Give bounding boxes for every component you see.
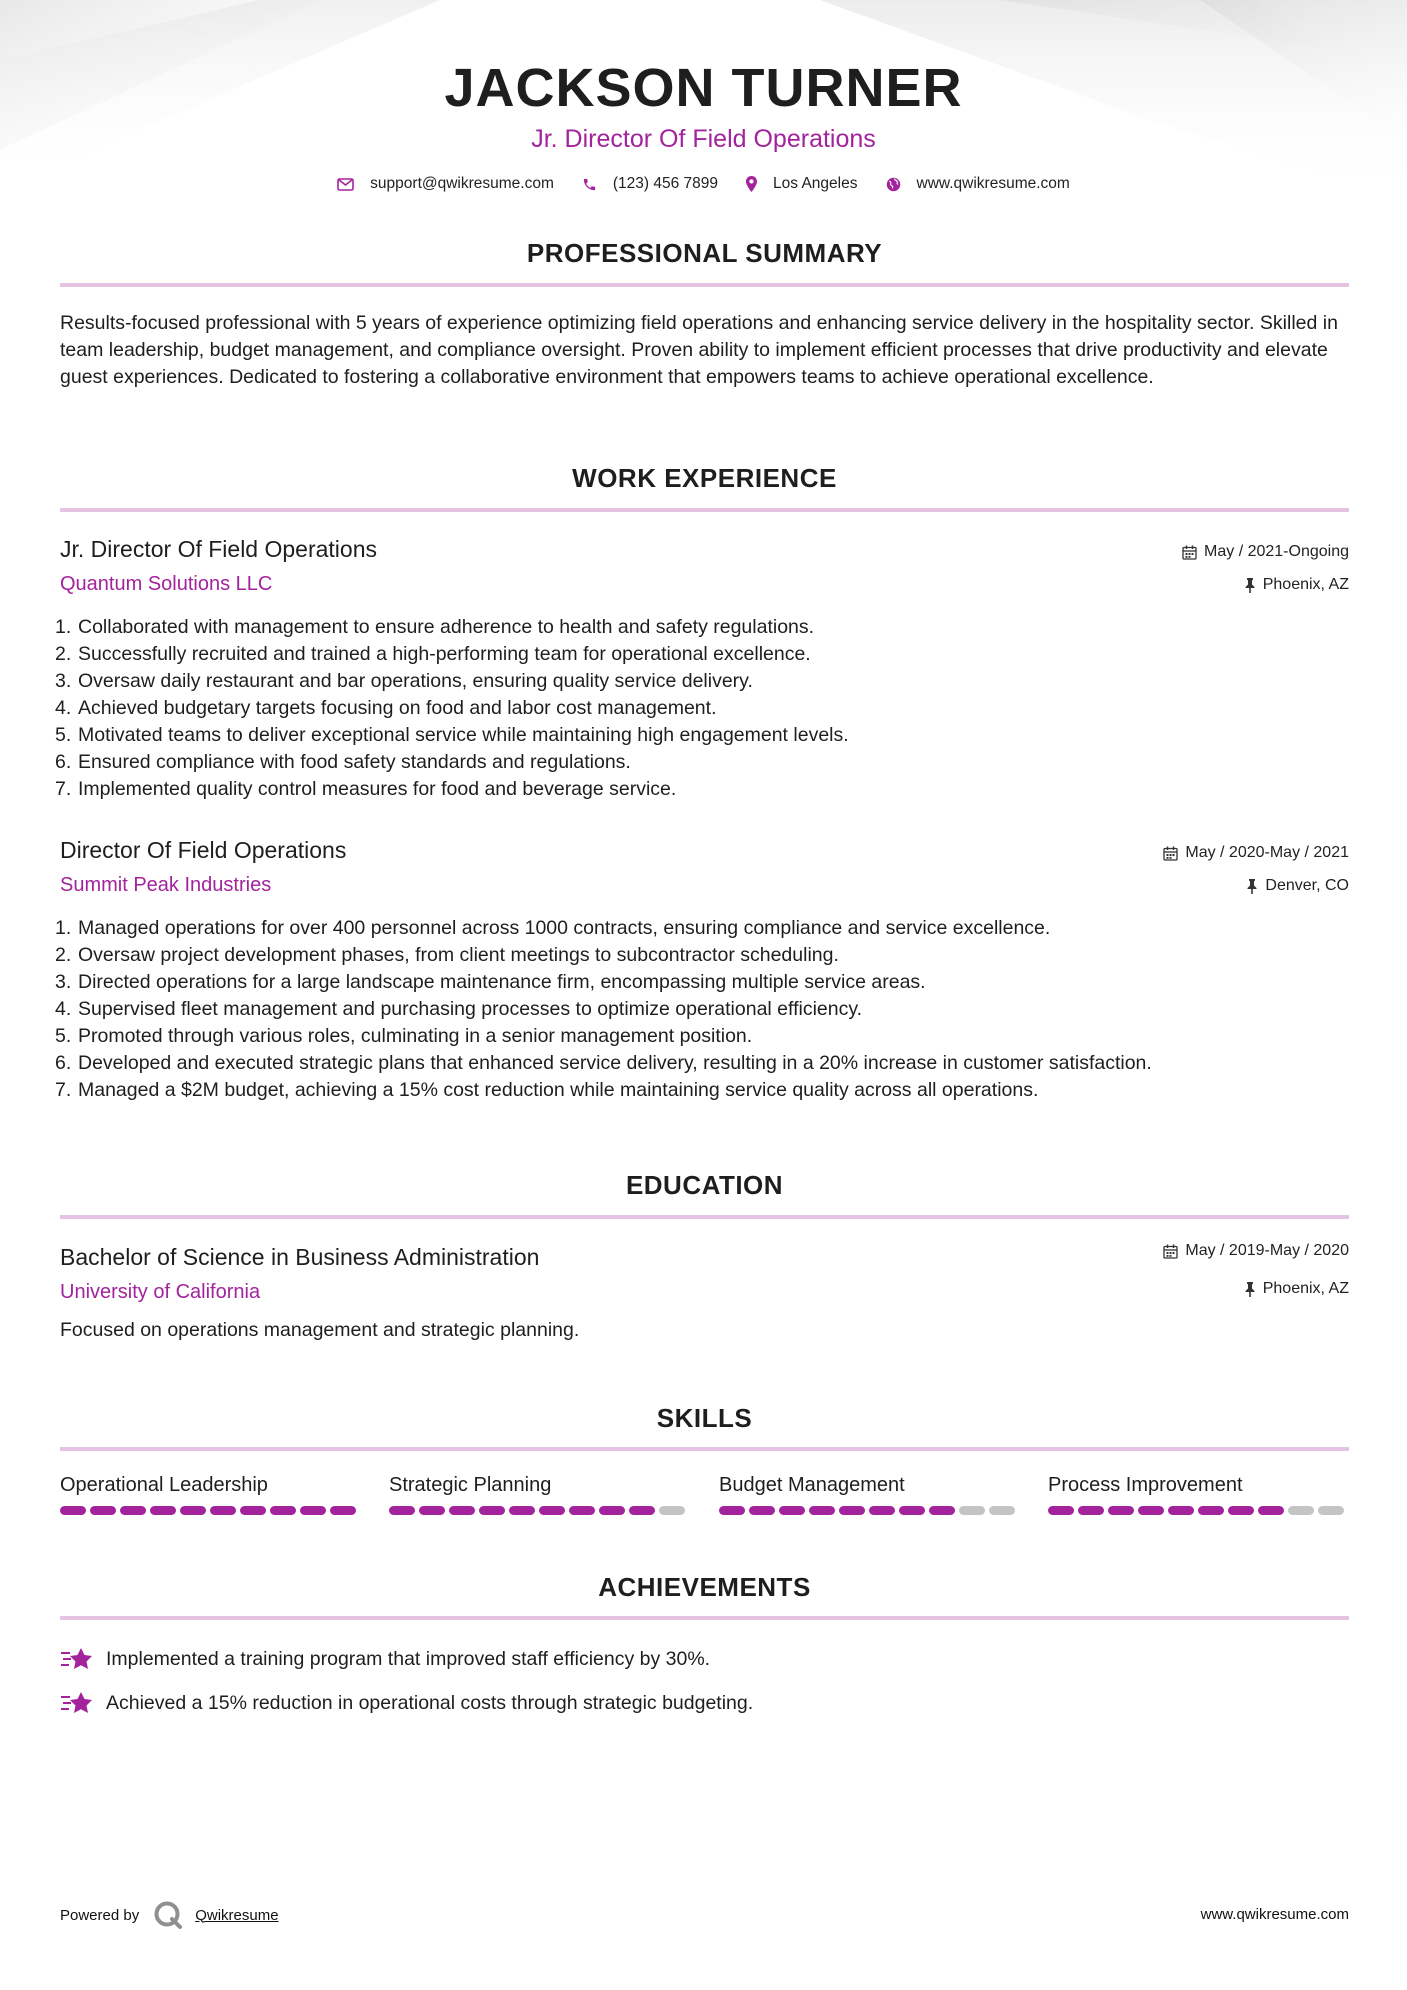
achievements-divider xyxy=(60,1616,1349,1620)
list-item: 4. Achieved budgetary targets focusing on food and labor cost management. xyxy=(55,697,717,719)
skill-label: Process Improvement xyxy=(1048,1474,1243,1496)
pushpin-icon xyxy=(1244,1282,1256,1297)
skill-segment-filled xyxy=(90,1506,116,1515)
contact-location xyxy=(746,175,857,193)
skill-meter xyxy=(1048,1506,1348,1515)
contact-phone-text: (123) 456 7899 xyxy=(612,175,719,192)
shooting-star-icon xyxy=(60,1645,94,1673)
calendar-icon xyxy=(1163,846,1178,861)
experience-divider xyxy=(60,508,1349,512)
experience-heading: WORK EXPERIENCE xyxy=(572,463,837,493)
education-dates xyxy=(1163,1242,1349,1260)
job-company: Summit Peak Industries xyxy=(60,874,272,896)
skill-item xyxy=(719,1474,1019,1515)
candidate-name: JACKSON TURNER xyxy=(444,58,963,118)
skill-segment-filled xyxy=(270,1506,296,1515)
skill-segment-filled xyxy=(330,1506,356,1515)
list-item: 1. Collaborated with management to ensure adherence to health and safety regulations. xyxy=(55,616,815,638)
achievement-item xyxy=(60,1645,710,1673)
job-role: Director Of Field Operations xyxy=(60,837,347,863)
achievement-item xyxy=(60,1689,753,1717)
contact-email[interactable] xyxy=(337,175,554,193)
skill-meter xyxy=(389,1506,689,1515)
skills-heading: SKILLS xyxy=(656,1403,753,1433)
skill-segment-empty xyxy=(1318,1506,1344,1515)
skill-item xyxy=(60,1474,360,1515)
skill-segment-filled xyxy=(60,1506,86,1515)
skill-segment-filled xyxy=(809,1506,835,1515)
envelope-icon xyxy=(337,178,354,191)
contact-email-text: support@qwikresume.com xyxy=(370,175,554,192)
list-item: 6. Developed and executed strategic plans that enhanced service delivery, resulting in a 20% increase in customer satisfaction. xyxy=(55,1052,1152,1074)
education-location xyxy=(1244,1280,1349,1298)
education-location-text: Phoenix, AZ xyxy=(1262,1280,1349,1297)
skill-segment-filled xyxy=(120,1506,146,1515)
job-dates-text: May / 2021-Ongoing xyxy=(1204,543,1349,560)
globe-icon xyxy=(886,177,901,192)
skill-label: Strategic Planning xyxy=(389,1474,552,1496)
summary-text: Results-focused professional with 5 years of experience optimizing field operations and enhancing service delivery in the hospitality sector. Skilled in team leadership, budget management, and compliance oversight. Proven ability to implement efficient processes that drive productivity and elevate guest experiences. Dedicated to fostering a collaborative environment that empowers teams to achieve operational excellence. xyxy=(60,312,1338,388)
list-item: 5. Motivated teams to deliver exceptional service while maintaining high engagement levels. xyxy=(55,724,849,746)
skill-segment-filled xyxy=(389,1506,415,1515)
qwikresume-link[interactable]: Qwikresume xyxy=(195,1906,279,1924)
skill-segment-filled xyxy=(1108,1506,1134,1515)
skills-divider xyxy=(60,1447,1349,1451)
summary-divider xyxy=(60,283,1349,287)
education-description: Focused on operations management and strategic planning. xyxy=(60,1319,580,1341)
achievement-text: Achieved a 15% reduction in operational costs through strategic budgeting. xyxy=(106,1691,754,1714)
skill-meter xyxy=(719,1506,1019,1515)
list-item: 1. Managed operations for over 400 personnel across 1000 contracts, ensuring compliance and service excellence. xyxy=(55,917,1051,939)
skill-segment-filled xyxy=(869,1506,895,1515)
skill-item xyxy=(1048,1474,1348,1515)
job-company: Quantum Solutions LLC xyxy=(60,573,273,595)
skill-segment-empty xyxy=(989,1506,1015,1515)
pushpin-icon xyxy=(1246,879,1258,894)
job-location xyxy=(1244,576,1349,594)
contact-row xyxy=(0,175,1407,193)
job-dates xyxy=(1163,844,1349,862)
list-item: 3. Directed operations for a large landscape maintenance firm, encompassing multiple service areas. xyxy=(55,971,926,993)
qwikresume-logo-icon xyxy=(153,1900,183,1930)
contact-location-text: Los Angeles xyxy=(773,175,858,192)
job-location-text: Phoenix, AZ xyxy=(1262,576,1349,593)
education-school: University of California xyxy=(60,1281,261,1303)
contact-phone[interactable] xyxy=(582,175,718,193)
skill-segment-filled xyxy=(1228,1506,1254,1515)
skill-segment-filled xyxy=(1078,1506,1104,1515)
list-item: 2. Oversaw project development phases, from client meetings to subcontractor scheduling. xyxy=(55,944,839,966)
skill-segment-filled xyxy=(449,1506,475,1515)
skill-segment-filled xyxy=(150,1506,176,1515)
education-divider xyxy=(60,1215,1349,1219)
skill-segment-filled xyxy=(749,1506,775,1515)
job-bullets xyxy=(55,614,1338,803)
skill-label: Budget Management xyxy=(719,1474,905,1496)
achievement-text: Implemented a training program that improved staff efficiency by 30%. xyxy=(106,1647,711,1670)
pushpin-icon xyxy=(1244,578,1256,593)
list-item: 2. Successfully recruited and trained a high-performing team for operational excellence. xyxy=(55,643,811,665)
skill-segment-filled xyxy=(899,1506,925,1515)
map-pin-icon xyxy=(746,176,757,192)
education-degree: Bachelor of Science in Business Administration xyxy=(60,1244,540,1270)
job-bullets xyxy=(55,915,1338,1104)
education-heading: EDUCATION xyxy=(625,1170,784,1200)
footer-powered-by xyxy=(60,1900,279,1930)
skill-segment-filled xyxy=(719,1506,745,1515)
skill-segment-filled xyxy=(929,1506,955,1515)
contact-website-text: www.qwikresume.com xyxy=(916,175,1070,192)
skill-segment-filled xyxy=(509,1506,535,1515)
job-location-text: Denver, CO xyxy=(1265,877,1349,894)
calendar-icon xyxy=(1163,1244,1178,1259)
summary-heading: PROFESSIONAL SUMMARY xyxy=(526,238,883,268)
resume-header xyxy=(0,56,1407,154)
skill-segment-filled xyxy=(629,1506,655,1515)
skill-segment-filled xyxy=(419,1506,445,1515)
skill-segment-filled xyxy=(839,1506,865,1515)
footer-website[interactable]: www.qwikresume.com xyxy=(1200,1906,1349,1923)
job-location xyxy=(1246,877,1349,895)
skill-segment-filled xyxy=(210,1506,236,1515)
job-role: Jr. Director Of Field Operations xyxy=(60,536,377,562)
list-item: 7. Managed a $2M budget, achieving a 15% cost reduction while maintaining service quality across all operations. xyxy=(55,1079,1039,1101)
skill-segment-filled xyxy=(1258,1506,1284,1515)
skill-segment-filled xyxy=(479,1506,505,1515)
skill-segment-filled xyxy=(240,1506,266,1515)
skill-segment-filled xyxy=(180,1506,206,1515)
skill-meter xyxy=(60,1506,360,1515)
skill-segment-filled xyxy=(1168,1506,1194,1515)
list-item: 7. Implemented quality control measures for food and beverage service. xyxy=(55,778,677,800)
list-item: 5. Promoted through various roles, culminating in a senior management position. xyxy=(55,1025,753,1047)
skill-segment-empty xyxy=(1288,1506,1314,1515)
skill-segment-filled xyxy=(539,1506,565,1515)
education-dates-text: May / 2019-May / 2020 xyxy=(1185,1242,1349,1259)
achievements-heading: ACHIEVEMENTS xyxy=(598,1572,811,1602)
job-dates-text: May / 2020-May / 2021 xyxy=(1185,844,1349,861)
powered-by-label: Powered by xyxy=(60,1906,140,1924)
skill-segment-empty xyxy=(659,1506,685,1515)
skill-label: Operational Leadership xyxy=(60,1474,268,1496)
job-dates xyxy=(1182,543,1349,561)
list-item: 6. Ensured compliance with food safety standards and regulations. xyxy=(55,751,631,773)
skill-segment-filled xyxy=(300,1506,326,1515)
skill-segment-filled xyxy=(779,1506,805,1515)
skill-segment-filled xyxy=(1048,1506,1074,1515)
skill-item xyxy=(389,1474,689,1515)
candidate-title: Jr. Director Of Field Operations xyxy=(531,125,876,153)
phone-icon xyxy=(582,177,597,192)
skill-segment-empty xyxy=(959,1506,985,1515)
skill-segment-filled xyxy=(599,1506,625,1515)
skill-segment-filled xyxy=(1138,1506,1164,1515)
shooting-star-icon xyxy=(60,1689,94,1717)
list-item: 3. Oversaw daily restaurant and bar operations, ensuring quality service delivery. xyxy=(55,670,753,692)
skill-segment-filled xyxy=(1198,1506,1224,1515)
list-item: 4. Supervised fleet management and purchasing processes to optimize operational efficiency. xyxy=(55,998,863,1020)
calendar-icon xyxy=(1182,545,1197,560)
contact-website[interactable] xyxy=(886,175,1070,193)
skill-segment-filled xyxy=(569,1506,595,1515)
